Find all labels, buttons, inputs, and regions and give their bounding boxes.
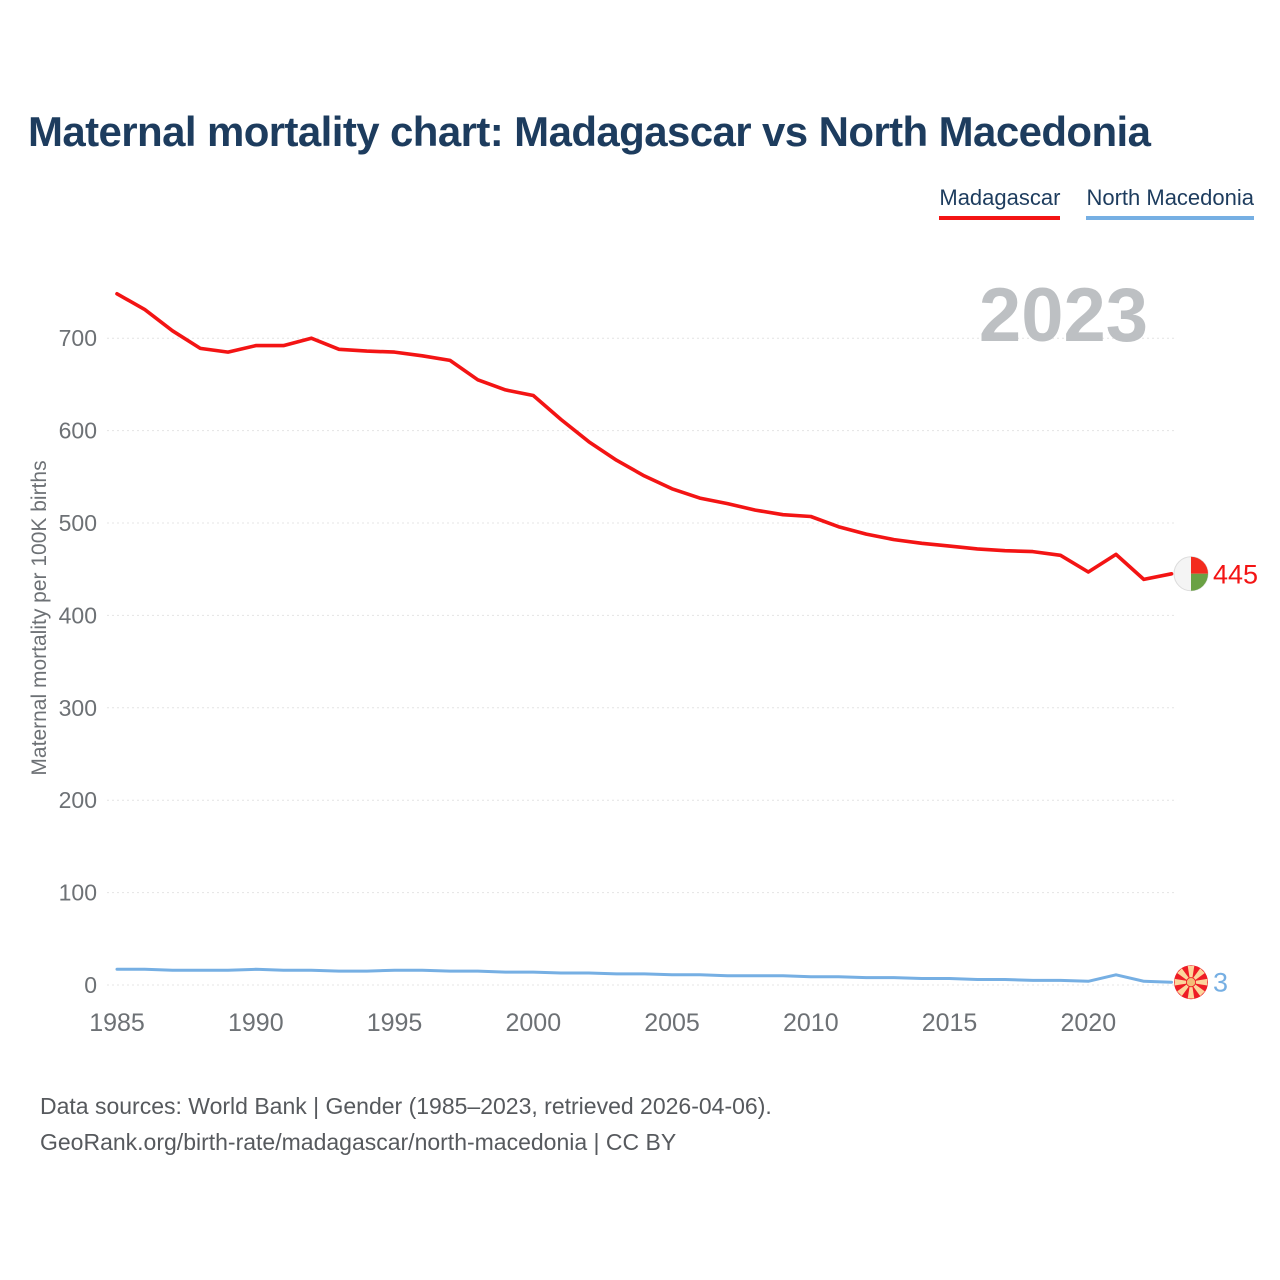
madagascar-end-value: 445 — [1213, 559, 1259, 590]
y-axis-title: Maternal mortality per 100K births — [28, 460, 51, 776]
watermark-year: 2023 — [978, 273, 1148, 358]
footer — [40, 1088, 772, 1160]
page-title: Maternal mortality chart: Madagascar vs North Macedonia — [28, 108, 1151, 155]
legend-label-madagascar: Madagascar — [939, 185, 1061, 210]
madagascar-flag-icon — [1174, 557, 1208, 591]
footer-license-line: GeoRank.org/birth-rate/madagascar/north-macedonia | CC BY — [40, 1129, 677, 1155]
y-tick-label: 400 — [58, 602, 97, 629]
y-tick-label: 300 — [58, 694, 97, 721]
y-tick-label: 200 — [58, 787, 97, 814]
x-tick-label: 2000 — [505, 1009, 562, 1037]
x-tick-label: 2015 — [921, 1009, 978, 1037]
north-macedonia-line — [117, 969, 1172, 982]
x-tick-label: 1995 — [366, 1009, 423, 1037]
y-tick-label: 600 — [58, 417, 97, 444]
y-tick-label: 700 — [58, 325, 97, 352]
x-tick-label: 2005 — [644, 1009, 700, 1037]
x-tick-label: 2010 — [782, 1009, 839, 1037]
series-layer — [117, 294, 1258, 999]
grid-layer — [59, 325, 1174, 1037]
north-macedonia-end-value: 3 — [1213, 967, 1229, 998]
x-tick-label: 2020 — [1060, 1009, 1117, 1037]
north-macedonia-flag-icon — [1174, 965, 1208, 999]
y-tick-label: 500 — [58, 510, 97, 536]
legend-label-north-macedonia: North Macedonia — [1086, 185, 1254, 210]
x-tick-label: 1985 — [89, 1009, 145, 1037]
footer-source-line: Data sources: World Bank | Gender (1985–2023, retrieved 2026-04-06). — [40, 1093, 772, 1119]
x-tick-label: 1990 — [227, 1009, 284, 1037]
y-tick-label: 0 — [84, 972, 97, 998]
y-tick-label: 100 — [58, 879, 97, 906]
